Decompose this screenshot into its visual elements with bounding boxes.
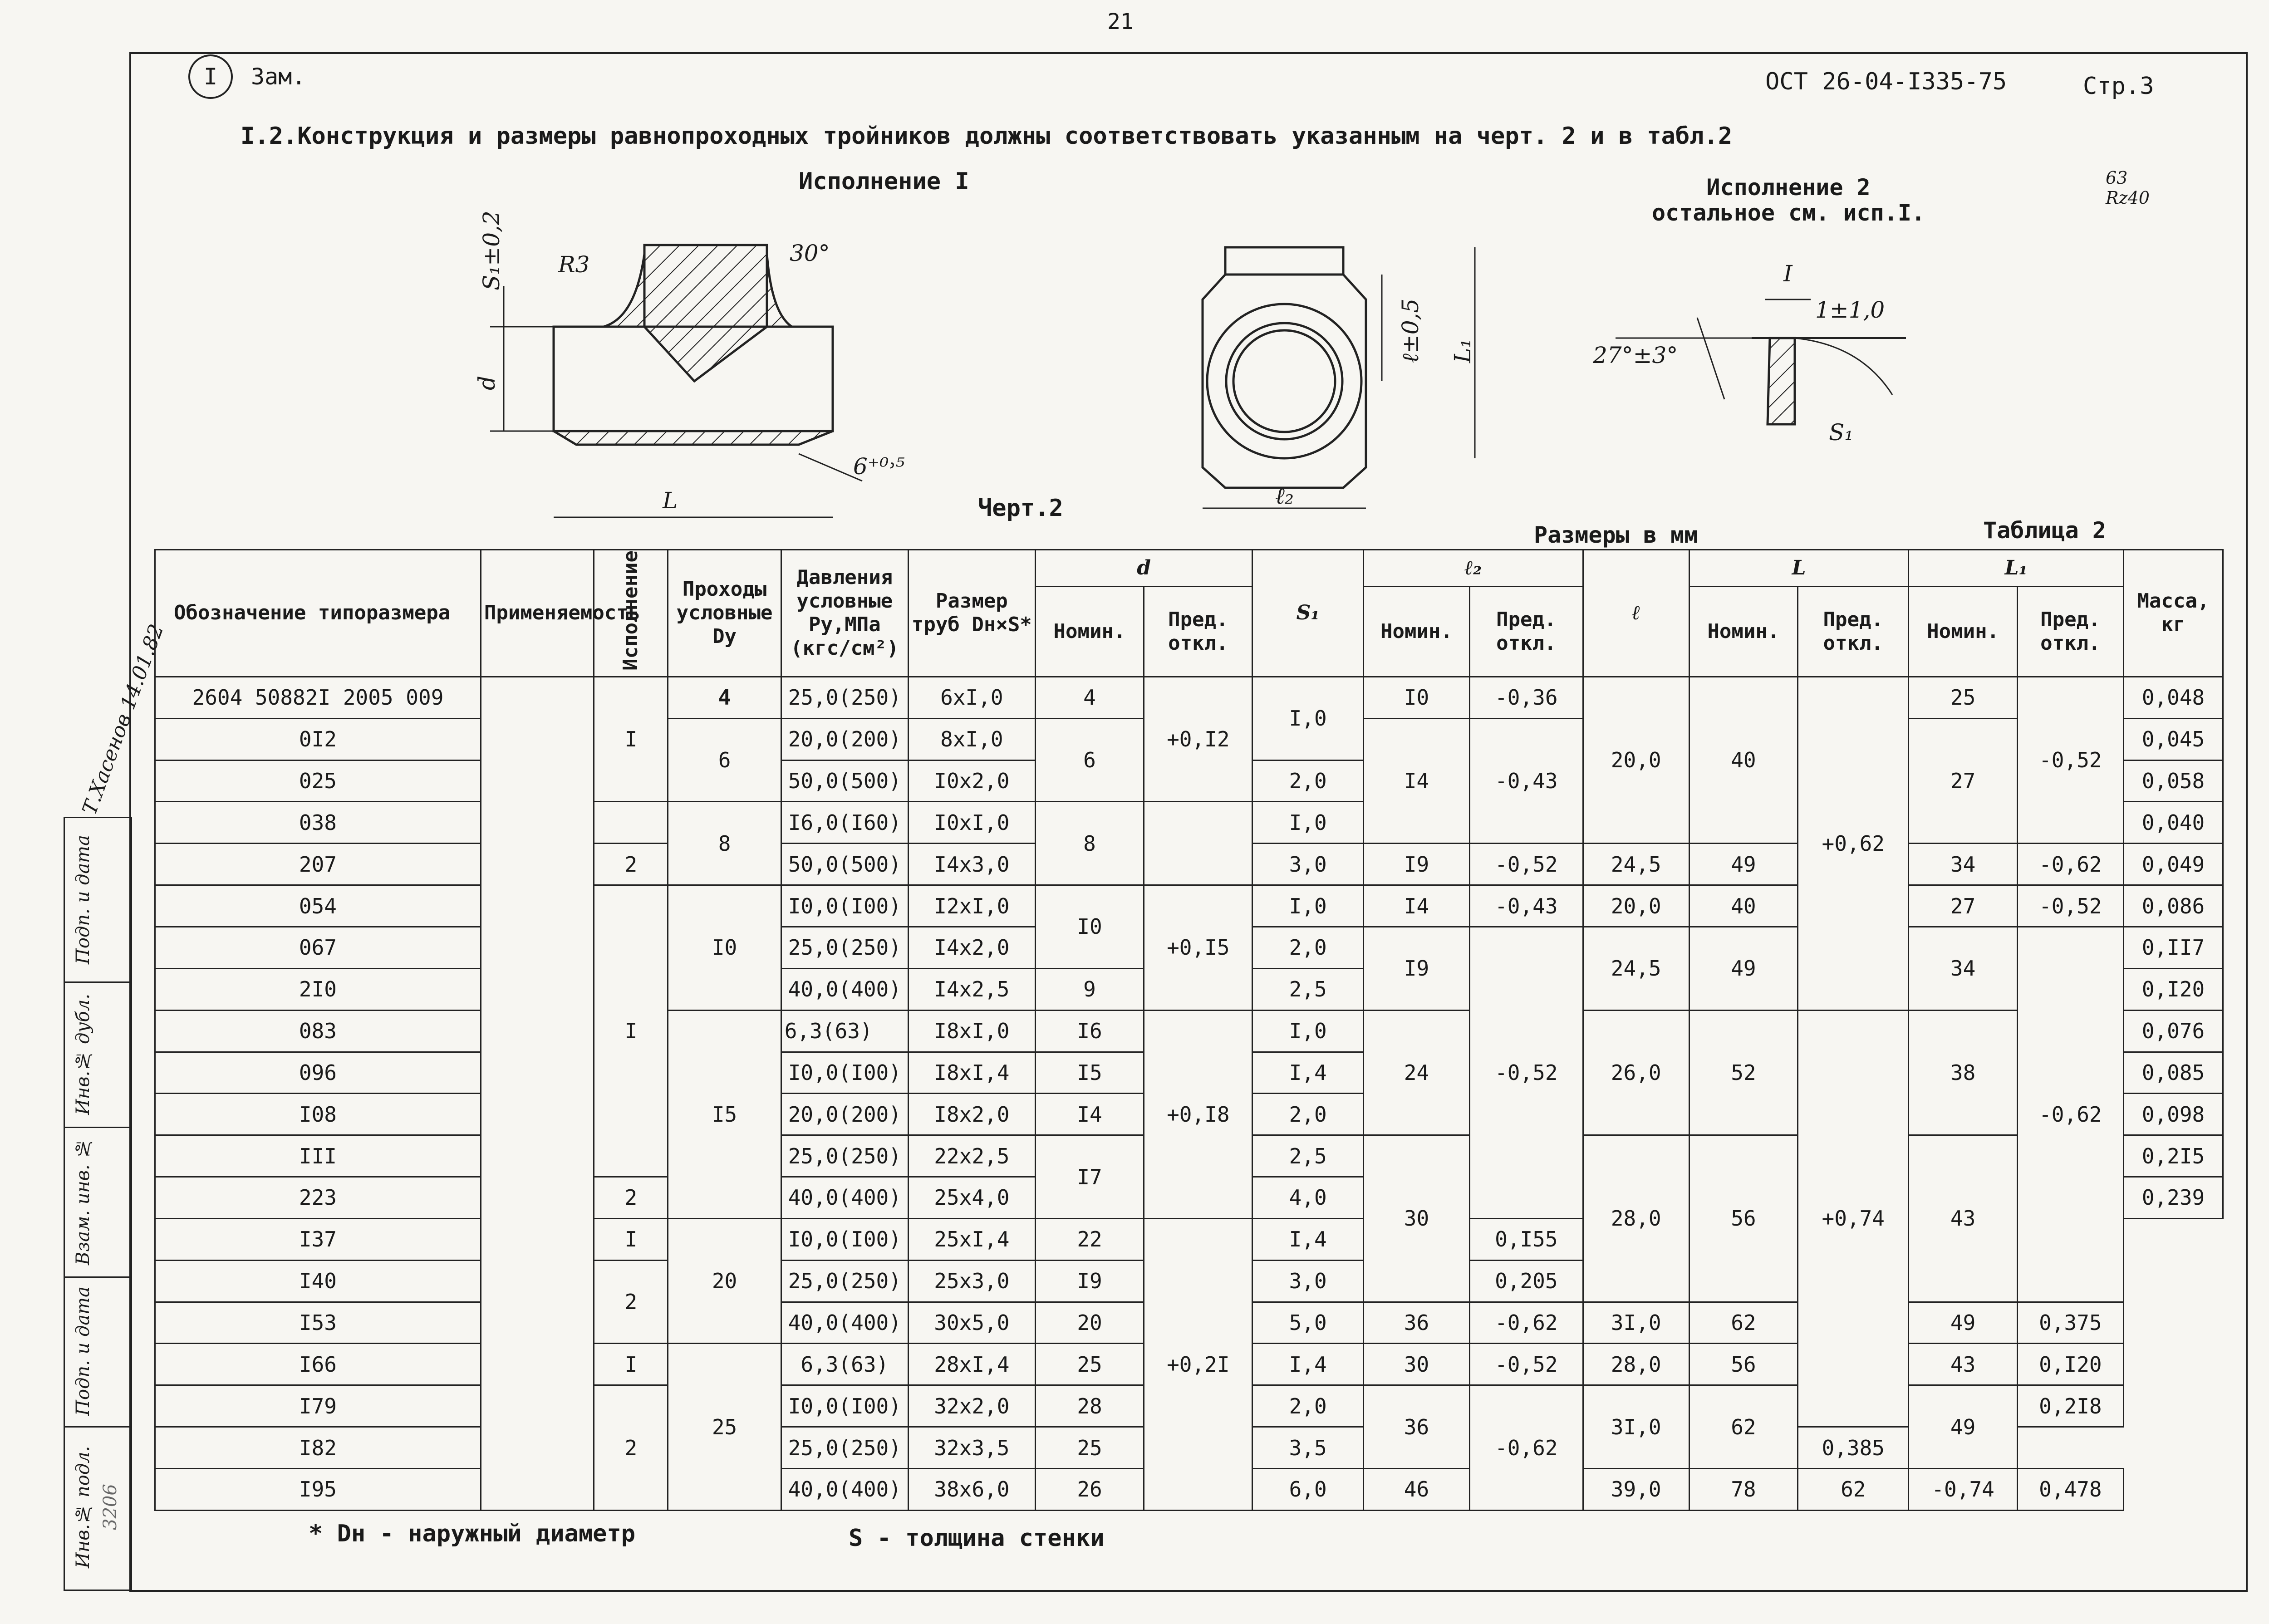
cell-isp: I — [594, 1218, 668, 1260]
cell-l: 39,0 — [1583, 1468, 1689, 1510]
cell-davl: 6,3(63) — [781, 1010, 908, 1052]
cell-l2-nom: I4 — [1363, 718, 1469, 844]
cell-dy: 8 — [668, 802, 781, 885]
cell-L-nom: 49 — [1689, 844, 1798, 885]
cell-L-nom: 40 — [1689, 885, 1798, 927]
stamp-label: Взам. инв. № — [73, 1138, 93, 1266]
cell-oboz: 096 — [155, 1052, 481, 1094]
cell-isp: 2 — [594, 1177, 668, 1219]
cell-L1-nom: 25 — [1909, 677, 2017, 718]
cell-d-pred — [1144, 802, 1252, 885]
cell-isp: I — [594, 885, 668, 1177]
cell-dy: 4 — [668, 677, 781, 718]
cell-s1: I,4 — [1252, 1052, 1363, 1094]
cell-L-nom: 40 — [1689, 677, 1798, 843]
cell-oboz: I82 — [155, 1427, 481, 1469]
cell-l2-pred: -0,52 — [1470, 927, 1583, 1218]
change-label: Зам. — [251, 64, 306, 90]
change-number-circle: I — [188, 54, 233, 99]
cell-razm: I2xI,0 — [908, 885, 1035, 927]
cell-d-nom: 22 — [1035, 1218, 1144, 1260]
cell-L1-nom: 27 — [1909, 718, 2017, 844]
cell-mass: 0,2I8 — [2017, 1385, 2123, 1427]
cell-oboz: I37 — [155, 1218, 481, 1260]
cell-razm: I4x2,5 — [908, 968, 1035, 1010]
inv-number: 3206 — [100, 1484, 121, 1531]
cell-dy: I0 — [668, 885, 781, 1011]
stamp-cell — [65, 1127, 131, 1278]
header-oboz: Обозначение типоразмера — [155, 550, 481, 677]
cell-mass: 0,239 — [2123, 1177, 2223, 1219]
stamp-cell — [65, 1276, 131, 1428]
stamp-cell — [65, 818, 131, 983]
header-razm: Размер труб Dн×S* — [908, 550, 1035, 677]
cell-davl: 40,0(400) — [781, 1177, 908, 1219]
cell-l2-pred: -0,43 — [1470, 718, 1583, 844]
cell-s1: 2,0 — [1252, 1094, 1363, 1135]
cell-d-nom: 26 — [1035, 1468, 1144, 1510]
cell-L-pred: +0,62 — [1798, 677, 1909, 1010]
label-1-tol: 1±1,0 — [1815, 297, 1885, 323]
cell-davl: 6,3(63) — [781, 1344, 908, 1385]
cell-oboz: 207 — [155, 844, 481, 885]
cell-s1: I,0 — [1252, 677, 1363, 760]
cell-l: 26,0 — [1583, 1010, 1689, 1135]
cell-l: 28,0 — [1583, 1344, 1689, 1385]
cell-razm: 25x3,0 — [908, 1260, 1035, 1302]
cell-razm: 38x6,0 — [908, 1468, 1035, 1510]
cell-davl: 20,0(200) — [781, 1094, 908, 1135]
cell-s1: I,0 — [1252, 885, 1363, 927]
units-caption: Размеры в мм — [1534, 522, 1698, 548]
cell-d-nom: 6 — [1035, 718, 1144, 802]
cell-mass: 0,058 — [2123, 760, 2223, 802]
cell-davl: 40,0(400) — [781, 1302, 908, 1344]
cell-oboz: 038 — [155, 802, 481, 844]
cell-razm: 30x5,0 — [908, 1302, 1035, 1344]
cell-L1-nom: 49 — [1909, 1385, 2017, 1469]
cell-d-nom: 28 — [1035, 1385, 1144, 1427]
header-d: d — [1035, 550, 1252, 587]
cell-L1-pred: -0,62 — [2017, 927, 2123, 1302]
cell-oboz: 083 — [155, 1010, 481, 1052]
cell-oboz: 067 — [155, 927, 481, 968]
cell-davl: I0,0(I00) — [781, 1218, 908, 1260]
cell-l: 3I,0 — [1583, 1302, 1689, 1344]
cell-oboz: 2604 50882I 2005 009 — [155, 677, 481, 718]
header-s1: S₁ — [1252, 550, 1363, 677]
cell-L1-nom: 27 — [1909, 885, 2017, 927]
cell-l2-pred: -0,62 — [1470, 1302, 1583, 1344]
cell-dy: 20 — [668, 1218, 781, 1344]
cell-isp: I — [594, 677, 668, 802]
cell-dy: I5 — [668, 1010, 781, 1218]
cell-l2-nom: 30 — [1363, 1344, 1469, 1385]
cell-davl: 50,0(500) — [781, 760, 908, 802]
header-L-pred: Пред. откл. — [1798, 586, 1909, 677]
cell-d-nom: I7 — [1035, 1135, 1144, 1219]
cell-davl: I0,0(I00) — [781, 1385, 908, 1427]
header-L1-pred: Пред. откл. — [2017, 586, 2123, 677]
header-d-pred: Пред. откл. — [1144, 586, 1252, 677]
label-30deg: 30° — [790, 240, 830, 266]
cell-l: 20,0 — [1583, 677, 1689, 843]
cell-L1-nom: 38 — [1909, 1010, 2017, 1135]
cell-dy: 6 — [668, 718, 781, 802]
cell-l2-nom: 24 — [1363, 1010, 1469, 1135]
cell-razm: I8xI,4 — [908, 1052, 1035, 1094]
header-L: L — [1689, 550, 1909, 587]
cell-razm: 8xI,0 — [908, 718, 1035, 760]
cell-d-pred: +0,I5 — [1144, 885, 1252, 1011]
cell-l2-nom: 36 — [1363, 1302, 1469, 1344]
header-davl: Давления условные Ру,МПа (кгс/см²) — [781, 550, 908, 677]
cell-s1: 2,0 — [1252, 927, 1363, 968]
table-row — [155, 1010, 2223, 1052]
cell-mass: 0,385 — [1798, 1427, 1909, 1469]
side-stamp — [64, 817, 132, 1591]
label-L1: L₁ — [1449, 339, 1476, 363]
cell-oboz: I79 — [155, 1385, 481, 1427]
tee-end-view — [1203, 247, 1475, 508]
header-L1: L₁ — [1909, 550, 2124, 587]
cell-s1: 3,0 — [1252, 844, 1363, 885]
roughness-value: 63 — [2106, 168, 2128, 188]
header-proh: Проходы условные Dy — [668, 550, 781, 677]
cell-l2-nom: I9 — [1363, 844, 1469, 885]
table-header-row-1 — [155, 550, 2223, 587]
cell-razm: 22x2,5 — [908, 1135, 1035, 1177]
cell-L-nom: 62 — [1689, 1385, 1798, 1469]
cell-l: 28,0 — [1583, 1135, 1689, 1302]
cell-davl: 25,0(250) — [781, 1260, 908, 1302]
cell-d-pred: +0,I8 — [1144, 1010, 1252, 1218]
roughness-class: Rz40 — [2106, 188, 2150, 208]
cell-d-nom: I0 — [1035, 885, 1144, 969]
cell-L1-pred: -0,62 — [2017, 844, 2123, 885]
cell-l: 24,5 — [1583, 927, 1689, 1010]
cell-mass: 0,040 — [2123, 802, 2223, 844]
label-27deg: 27°±3° — [1593, 342, 1678, 368]
cell-s1: 2,0 — [1252, 760, 1363, 802]
table-caption: Таблица 2 — [1983, 517, 2106, 544]
cell-L1-nom: 34 — [1909, 927, 2017, 1010]
cell-davl: 50,0(500) — [781, 844, 908, 885]
cell-prim — [481, 677, 594, 1510]
cell-l2-pred: -0,36 — [1470, 677, 1583, 718]
technical-drawing — [0, 0, 2269, 545]
cell-L-nom: 78 — [1689, 1468, 1798, 1510]
cell-L1-nom: 43 — [1909, 1135, 2017, 1302]
cell-razm: 32x3,5 — [908, 1427, 1035, 1469]
cell-mass: 0,205 — [1470, 1260, 1583, 1302]
cell-oboz: I40 — [155, 1260, 481, 1302]
header-l2: ℓ₂ — [1363, 550, 1583, 587]
cell-L-nom: 62 — [1689, 1302, 1798, 1344]
header-l2-nom: Номин. — [1363, 586, 1469, 677]
cell-d-nom: I5 — [1035, 1052, 1144, 1094]
document-code: ОСТ 26-04-I335-75 — [1765, 68, 2007, 95]
cell-d-nom: 25 — [1035, 1427, 1144, 1469]
variant-2-line1: Исполнение 2 — [1706, 174, 1871, 201]
header-isp: Исполнение — [594, 550, 668, 677]
variant-2-line2: остальное см. исп.I. — [1652, 200, 1925, 226]
paragraph-1-2: I.2.Конструкция и размеры равнопроходных тройников должны соответствовать указанным на черт. 2 и в табл.2 — [241, 123, 1733, 150]
cell-L-nom: 56 — [1689, 1344, 1798, 1385]
label-detail-i: I — [1783, 260, 1793, 287]
label-l-tol: ℓ±0,5 — [1397, 298, 1424, 363]
cell-oboz: I53 — [155, 1302, 481, 1344]
cell-l2-nom: I9 — [1363, 927, 1469, 1010]
cell-davl: 20,0(200) — [781, 718, 908, 760]
cell-isp: 2 — [594, 844, 668, 885]
cell-d-nom: 20 — [1035, 1302, 1144, 1344]
cell-d-nom: 4 — [1035, 677, 1144, 718]
cell-s1: 4,0 — [1252, 1177, 1363, 1219]
header-d-nom: Номин. — [1035, 586, 1144, 677]
cell-d-nom: 8 — [1035, 802, 1144, 885]
cell-l2-nom: 36 — [1363, 1385, 1469, 1469]
footnote-dn: * Dн - наружный диаметр — [309, 1520, 636, 1547]
cell-mass: 0,375 — [2017, 1302, 2123, 1344]
cell-razm: I0x2,0 — [908, 760, 1035, 802]
cell-mass: 0,076 — [2123, 1010, 2223, 1052]
cell-s1: 2,0 — [1252, 1385, 1363, 1427]
cell-d-nom: 25 — [1035, 1344, 1144, 1385]
label-l2: ℓ₂ — [1275, 483, 1294, 509]
table-row — [155, 885, 2223, 927]
cell-mass: 0,2I5 — [2123, 1135, 2223, 1177]
cell-s1: 3,5 — [1252, 1427, 1363, 1469]
stamp-label: Подп. и дата — [73, 835, 93, 965]
cell-mass: 0,049 — [2123, 844, 2223, 885]
cell-d-nom: I6 — [1035, 1010, 1144, 1052]
label-s1: S₁ — [1829, 419, 1854, 446]
cell-oboz: 223 — [155, 1177, 481, 1219]
header-L1-nom: Номин. — [1909, 586, 2017, 677]
cell-oboz: 0I2 — [155, 718, 481, 760]
cell-razm: 25xI,4 — [908, 1218, 1035, 1260]
label-6: 6⁺⁰˒⁵ — [853, 453, 905, 480]
cell-oboz: III — [155, 1135, 481, 1177]
cell-razm: I4x2,0 — [908, 927, 1035, 968]
variant-1-title: Исполнение I — [799, 168, 969, 195]
label-s1-tol: S₁±0,2 — [478, 211, 505, 290]
cell-mass: 0,I20 — [2123, 968, 2223, 1010]
cell-razm: 25x4,0 — [908, 1177, 1035, 1219]
cell-L1-pred: -0,74 — [1909, 1468, 2017, 1510]
cell-oboz: I08 — [155, 1094, 481, 1135]
cell-oboz: I95 — [155, 1468, 481, 1510]
cell-L1-nom: 34 — [1909, 844, 2017, 885]
cell-isp — [594, 802, 668, 844]
cell-mass: 0,085 — [2123, 1052, 2223, 1094]
cell-d-pred: +0,2I — [1144, 1218, 1252, 1510]
cell-s1: I,4 — [1252, 1344, 1363, 1385]
cell-mass: 0,048 — [2123, 677, 2223, 718]
cell-d-nom: I4 — [1035, 1094, 1144, 1135]
cell-s1: 2,5 — [1252, 1135, 1363, 1177]
cell-razm: I0xI,0 — [908, 802, 1035, 844]
cell-davl: 25,0(250) — [781, 1427, 908, 1469]
cell-oboz: 025 — [155, 760, 481, 802]
cell-oboz: I66 — [155, 1344, 481, 1385]
cell-mass: 0,478 — [2017, 1468, 2123, 1510]
header-mass: Масса, кг — [2123, 550, 2223, 677]
cell-mass: 0,086 — [2123, 885, 2223, 927]
cell-s1: I,0 — [1252, 1010, 1363, 1052]
cell-davl: I0,0(I00) — [781, 1052, 908, 1094]
cell-l2-nom: 46 — [1363, 1468, 1469, 1510]
cell-razm: 6xI,0 — [908, 677, 1035, 718]
cell-s1: 5,0 — [1252, 1302, 1363, 1344]
cell-L1-pred: -0,52 — [2017, 885, 2123, 927]
cell-d-nom: 9 — [1035, 968, 1144, 1010]
cell-L1-nom: 62 — [1798, 1468, 1909, 1510]
cell-davl: 25,0(250) — [781, 677, 908, 718]
cell-s1: 2,5 — [1252, 968, 1363, 1010]
cell-d-pred: +0,I2 — [1144, 677, 1252, 802]
cell-s1: I,0 — [1252, 802, 1363, 844]
cell-L-pred: +0,74 — [1798, 1010, 1909, 1427]
header-L-nom: Номин. — [1689, 586, 1798, 677]
cell-isp: I — [594, 1344, 668, 1385]
cell-L1-nom: 43 — [1909, 1344, 2017, 1385]
cell-s1: 3,0 — [1252, 1260, 1363, 1302]
stamp-cell — [65, 1426, 131, 1588]
cell-l2-nom: 30 — [1363, 1135, 1469, 1302]
cell-s1: I,4 — [1252, 1218, 1363, 1260]
label-r3: R3 — [558, 251, 590, 278]
label-d: d — [474, 375, 500, 390]
cell-mass: 0,I55 — [1470, 1218, 1583, 1260]
cell-mass: 0,098 — [2123, 1094, 2223, 1135]
cell-l2-nom: I4 — [1363, 885, 1469, 927]
tee-section-view — [490, 245, 862, 517]
cell-davl: 25,0(250) — [781, 927, 908, 968]
stamp-label: Инв.№ дубл. — [73, 993, 93, 1115]
header-prim: Применяемость — [481, 550, 594, 677]
handwritten-margin-note: Т.Хасенов 14.01.82 — [78, 621, 168, 818]
cell-razm: 32x2,0 — [908, 1385, 1035, 1427]
cell-L1-nom: 49 — [1909, 1302, 2017, 1344]
cell-l2-pred: -0,52 — [1470, 1344, 1583, 1385]
cell-l2-nom: I0 — [1363, 677, 1469, 718]
cell-razm: I8xI,0 — [908, 1010, 1035, 1052]
footnote-s: S - толщина стенки — [849, 1525, 1105, 1552]
cell-razm: 28xI,4 — [908, 1344, 1035, 1385]
cell-l: 24,5 — [1583, 844, 1689, 885]
cell-mass: 0,045 — [2123, 718, 2223, 760]
cell-L-nom: 56 — [1689, 1135, 1798, 1302]
cell-l2-pred: -0,52 — [1470, 844, 1583, 885]
top-page-number: 21 — [1107, 9, 1134, 34]
page-label: Стр.3 — [2083, 73, 2154, 100]
cell-s1: 6,0 — [1252, 1468, 1363, 1510]
cell-mass: 0,I20 — [2017, 1344, 2123, 1385]
cell-oboz: 054 — [155, 885, 481, 927]
cell-mass: 0,II7 — [2123, 927, 2223, 968]
cell-davl: I0,0(I00) — [781, 885, 908, 927]
cell-dy: 25 — [668, 1344, 781, 1511]
table-2 — [154, 549, 2224, 1511]
header-l2-pred: Пред. откл. — [1470, 586, 1583, 677]
cell-isp: 2 — [594, 1260, 668, 1344]
stamp-label: Подп. и дата — [73, 1286, 93, 1416]
figure-caption: Черт.2 — [978, 495, 1063, 522]
cell-oboz: 2I0 — [155, 968, 481, 1010]
cell-L-nom: 52 — [1689, 1010, 1798, 1135]
cell-razm: I4x3,0 — [908, 844, 1035, 885]
cell-isp: 2 — [594, 1385, 668, 1511]
cell-davl: 25,0(250) — [781, 1135, 908, 1177]
cell-davl: I6,0(I60) — [781, 802, 908, 844]
cell-L1-pred: -0,52 — [2017, 677, 2123, 843]
table-row — [155, 677, 2223, 718]
cell-L-nom: 49 — [1689, 927, 1798, 1010]
cell-l2-pred: -0,43 — [1470, 885, 1583, 927]
cell-l: 20,0 — [1583, 885, 1689, 927]
cell-l: 3I,0 — [1583, 1385, 1689, 1469]
cell-d-nom: I9 — [1035, 1260, 1144, 1302]
cell-davl: 40,0(400) — [781, 1468, 908, 1510]
cell-razm: I8x2,0 — [908, 1094, 1035, 1135]
header-l: ℓ — [1583, 550, 1689, 677]
stamp-label: Инв.№ подл. — [73, 1446, 93, 1569]
cell-davl: 40,0(400) — [781, 968, 908, 1010]
stamp-cell — [65, 981, 131, 1128]
cell-l2-pred: -0,62 — [1470, 1385, 1583, 1511]
label-L: L — [663, 487, 678, 514]
